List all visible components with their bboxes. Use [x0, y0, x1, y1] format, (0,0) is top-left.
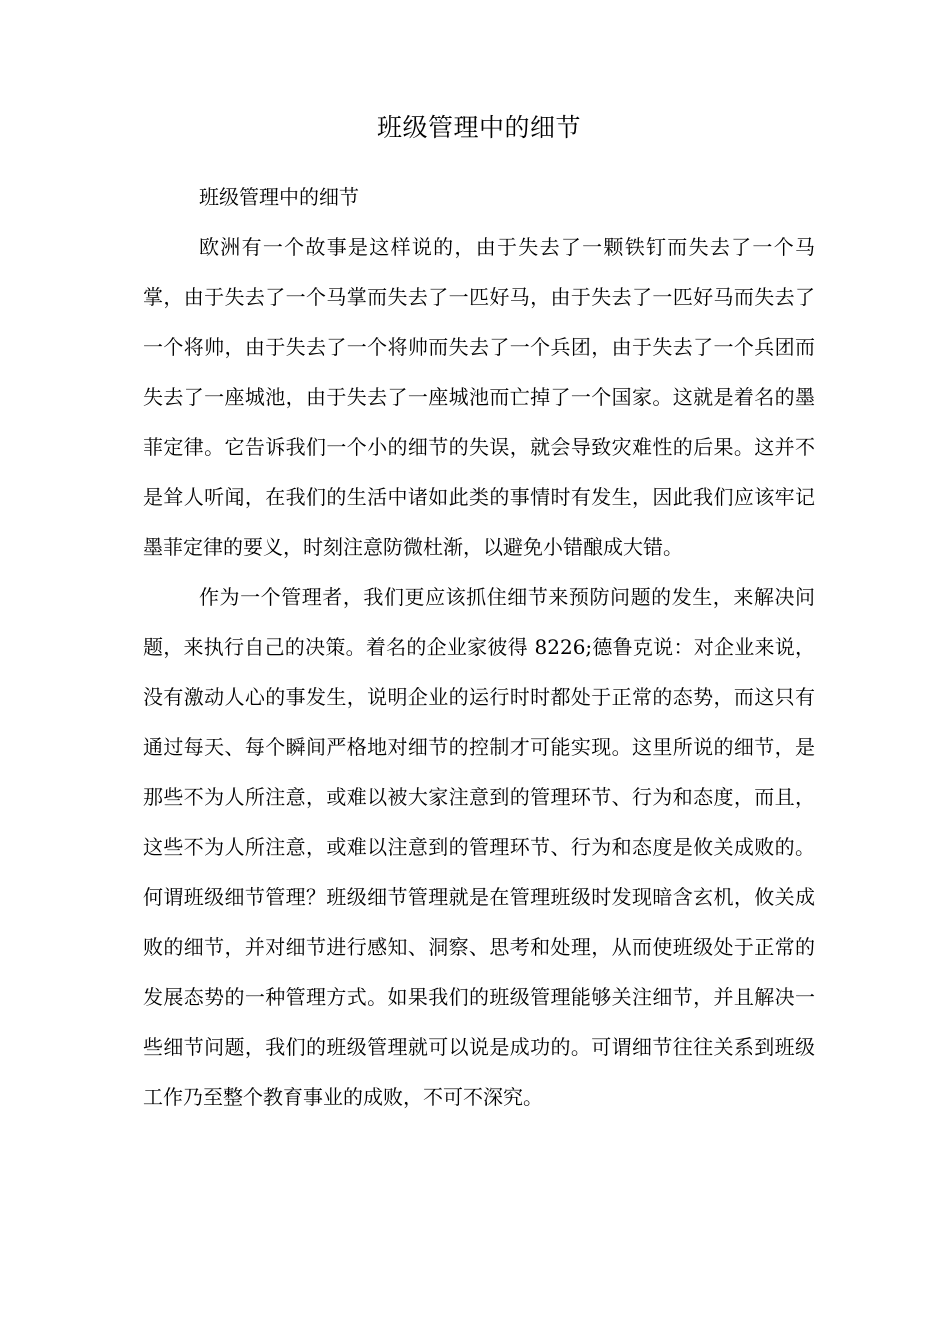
paragraph-detail-management: 作为一个管理者，我们更应该抓住细节来预防问题的发生，来解决问题，来执行自己的决策。着名的企业家彼得 8226;德鲁克说：对企业来说，没有激动人心的事发生，说明企业的运行时时都处于正常的态势，而这只有通过每天、每个瞬间严格地对细节的控制才可能实现。这里所说的细节，是那些不为人所注意，或难以被大家注意到的管理环节、行为和态度，而且，这些不为人所注意，或难以注意到的管理环节、行为和态度是攸关成败的。何谓班级细节管理？班级细节管理就是在管理班级时发现暗含玄机，攸关成败的细节，并对细节进行感知、洞察、思考和处理，从而使班级处于正常的发展态势的一种管理方式。如果我们的班级管理能够关注细节，并且解决一些细节问题，我们的班级管理就可以说是成功的。可谓细节往往关系到班级工作乃至整个教育事业的成败，不可不深究。	[143, 585, 815, 1109]
paragraph-murphy-law: 欧洲有一个故事是这样说的，由于失去了一颗铁钉而失去了一个马掌，由于失去了一个马掌而失去了一匹好马，由于失去了一匹好马而失去了一个将帅，由于失去了一个将帅而失去了一个兵团，由于失去了一个兵团而失去了一座城池，由于失去了一座城池而亡掉了一个国家。这就是着名的墨菲定律。它告诉我们一个小的细节的失误，就会导致灾难性的后果。这并不是耸人听闻，在我们的生活中诸如此类的事情时有发生，因此我们应该牢记墨菲定律的要义，时刻注意防微杜渐，以避免小错酿成大错。	[143, 235, 815, 559]
document-title: 班级管理中的细节	[376, 113, 581, 142]
document-subtitle: 班级管理中的细节	[199, 185, 359, 209]
document-page	[143, 100, 815, 1122]
